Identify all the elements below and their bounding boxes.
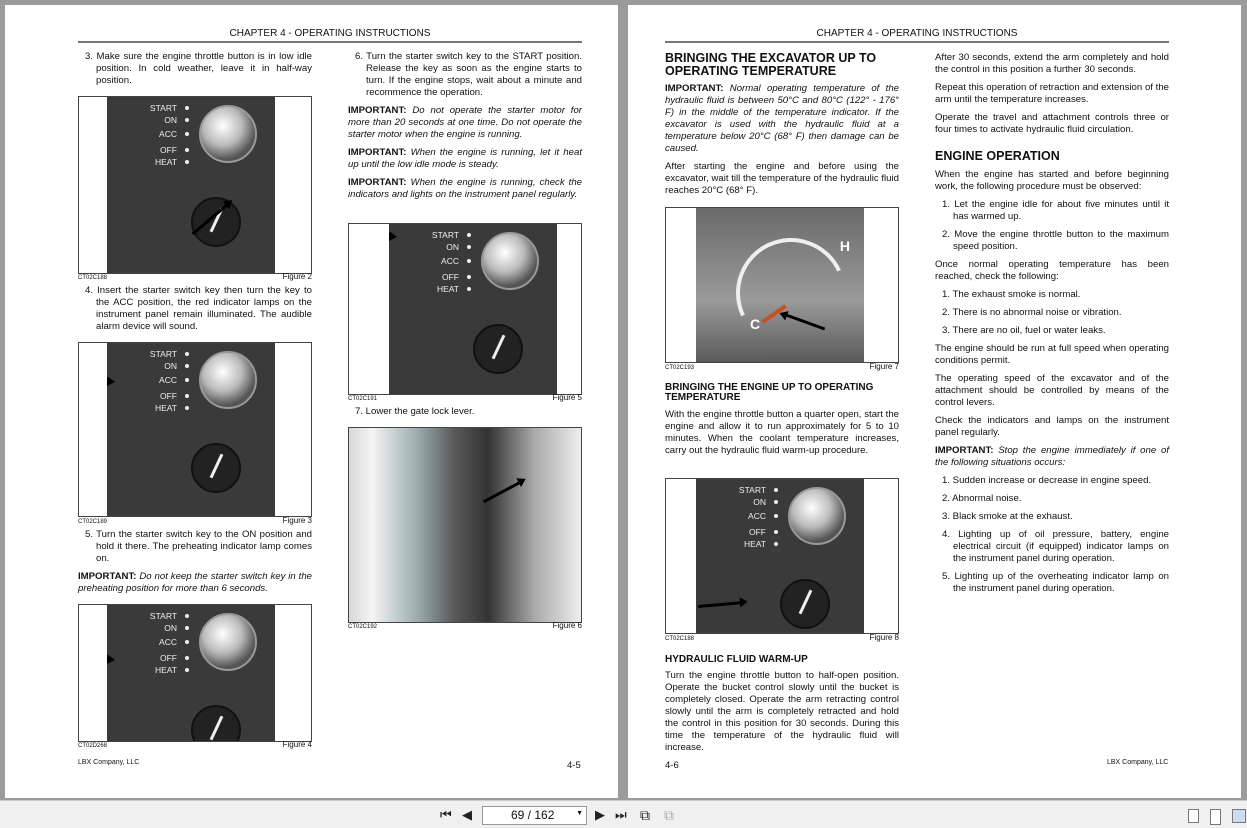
step-3: 3. Make sure the engine throttle button is in low idle position. In cold weather, leave it in half-way position. [85, 51, 312, 86]
pdf-toolbar [0, 800, 1247, 828]
figure-label: Figure 4 [282, 740, 312, 749]
list-item: 5. Lighting up of the overheating indicator lamp on the instrument panel during operation. [942, 571, 1169, 594]
dial-label: HEAT [436, 284, 459, 294]
dial-label: OFF [160, 145, 177, 155]
single-page-view-icon[interactable] [1188, 809, 1199, 823]
arrow-icon [698, 601, 744, 608]
important-note [665, 83, 899, 155]
first-page-icon[interactable]: ⏮ [440, 807, 452, 822]
dial-label: ON [164, 115, 177, 125]
throttle-knob [191, 443, 241, 493]
page-footer: LBX Company, LLC [1107, 759, 1169, 766]
paragraph: The engine should be run at full speed when operating conditions permit. [935, 343, 1169, 366]
continuous-view-icon[interactable] [1210, 809, 1221, 825]
important-note [935, 445, 1169, 469]
section-heading: BRINGING THE EXCAVATOR UP TO OPERATING TEMPERATURE [665, 51, 877, 78]
paragraph: Check the indicators and lamps on the instrument panel regularly. [935, 415, 1169, 438]
indicator-dot [774, 500, 778, 504]
dial-label: ACC [748, 511, 766, 521]
indicator-dot [185, 656, 189, 660]
dial-label: START [149, 611, 177, 621]
key-switch [199, 613, 257, 671]
figure-6-cab-photo [348, 427, 582, 623]
indicator-dot [185, 132, 189, 136]
chapter-header: CHAPTER 4 - OPERATING INSTRUCTIONS [665, 28, 1169, 43]
indicator-dot [467, 245, 471, 249]
important-text: Stop the engine immediately if one of the following situations occurs: [935, 445, 1169, 468]
previous-page-icon[interactable]: ◀ [462, 807, 472, 822]
important-note [348, 147, 582, 171]
dial-label: START [149, 349, 177, 359]
figure-code: CT02C188 [665, 636, 695, 642]
figure-5 [348, 223, 582, 395]
pdf-page-4-6 [628, 5, 1241, 798]
last-page-icon[interactable]: ⏭ [615, 807, 627, 822]
right-column [935, 52, 1169, 595]
ignition-switch-photo [107, 343, 275, 516]
important-label: IMPORTANT: [348, 105, 407, 116]
ignition-switch-photo [389, 224, 557, 394]
paragraph: After 30 seconds, extend the arm completely and hold the control in this position a further 30 seconds. [935, 52, 1169, 75]
important-label: IMPORTANT: [935, 445, 994, 456]
arrow-icon [107, 655, 111, 661]
figure-code: CT02C193 [665, 365, 695, 371]
figure-8-caption [665, 633, 899, 642]
section-heading: ENGINE OPERATION [935, 149, 1060, 163]
dial-label: START [149, 103, 177, 113]
list-item: 3. There are no oil, fuel or water leaks. [942, 325, 1106, 336]
list-item: 1. The exhaust smoke is normal. [942, 289, 1081, 300]
indicator-dot [185, 352, 189, 356]
figure-5-caption [348, 393, 582, 402]
important-note [348, 105, 582, 141]
key-switch [481, 232, 539, 290]
indicator-dot [467, 259, 471, 263]
indicator-dot [185, 640, 189, 644]
dial-label: ACC [159, 375, 177, 385]
figure-label: Figure 7 [869, 362, 899, 371]
dial-label: START [431, 230, 459, 240]
step-6: 6. Turn the starter switch key to the START position. Release the key as soon as the engine starts to turn. If the engine stops, wait about a minute and recommence the operation. [355, 51, 582, 98]
dial-label: ON [164, 361, 177, 371]
step-5: 5. Turn the starter switch key to the ON position and hold it there. The preheating indicator lamp comes on. [85, 529, 312, 564]
dial-label: OFF [442, 272, 459, 282]
paragraph: When the engine has started and before beginning work, the following procedure must be observed: [935, 169, 1169, 192]
page-number: 4-6 [665, 760, 679, 771]
indicator-dot [185, 614, 189, 618]
figure-label: Figure 3 [282, 516, 312, 525]
gauge-h-label: H [839, 238, 850, 254]
figure-6-caption [348, 621, 582, 630]
throttle-knob [191, 705, 241, 741]
next-page-icon[interactable]: ▶ [595, 807, 605, 822]
important-label: IMPORTANT: [665, 83, 724, 94]
list-item: 2. There is no abnormal noise or vibration. [942, 307, 1122, 318]
chapter-header: CHAPTER 4 - OPERATING INSTRUCTIONS [78, 28, 582, 43]
figure-code: CT02C188 [78, 275, 108, 281]
indicator-dot [185, 394, 189, 398]
figure-code: CT02C191 [348, 396, 378, 402]
chevron-down-icon[interactable]: ▼ [576, 810, 583, 817]
dial-label: HEAT [154, 403, 177, 413]
ignition-switch-photo [107, 605, 275, 741]
arrow-icon [483, 480, 523, 503]
indicator-dot [774, 530, 778, 534]
figure-label: Figure 5 [552, 393, 582, 402]
figure-7-temperature-gauge [665, 207, 899, 363]
indicator-dot [185, 106, 189, 110]
paragraph: Turn the engine throttle button to half-open position. Operate the bucket control slowly until the bucket is completely closed. Operate the arm retracting control slowly until the arm is completely retracted and hold the control in this position for 30 seconds. During this time the temperature of the hydraulic fluid will increase. [665, 670, 899, 753]
indicator-dot [185, 378, 189, 382]
important-label: IMPORTANT: [78, 571, 137, 582]
figure-2 [78, 96, 312, 274]
arrow-icon [107, 377, 111, 383]
throttle-knob [473, 324, 523, 374]
figure-label: Figure 6 [552, 621, 582, 630]
dial-label: ON [164, 623, 177, 633]
dial-label: OFF [749, 527, 766, 537]
ignition-switch-photo [107, 97, 275, 273]
key-switch [199, 351, 257, 409]
figure-7-caption [665, 362, 899, 371]
list-item: 1. Let the engine idle for about five minutes until it has warmed up. [942, 199, 1169, 222]
paragraph: With the engine throttle button a quarter open, start the engine and allow it to run approximately for 5 to 10 minutes. When the coolant temperature increases, carry out the hydraulic fluid warm-up procedure. [665, 409, 899, 456]
list-item: 2. Move the engine throttle button to the maximum speed position. [942, 229, 1169, 252]
figure-3-caption [78, 516, 312, 525]
figure-3 [78, 342, 312, 517]
list-item: 2. Abnormal noise. [942, 493, 1022, 504]
section-heading: HYDRAULIC FLUID WARM-UP [665, 654, 808, 665]
dial-label: HEAT [743, 539, 766, 549]
paragraph: Once normal operating temperature has been reached, check the following: [935, 259, 1169, 282]
page-number: 4-5 [567, 760, 581, 771]
gauge-c-label: C [750, 316, 761, 332]
page-footer: LBX Company, LLC [78, 759, 140, 766]
important-label: IMPORTANT: [348, 177, 407, 188]
important-label: IMPORTANT: [348, 147, 407, 158]
important-text: Normal operating temperature of the hydraulic fluid is between 50°C and 80°C (122° - 176° F) in the middle of the temperature indicator. If the excavator is used with the hydraulic fluid at a temperature below 20°C (68° F) then damage can be caused. [665, 83, 899, 154]
page-number-value: 69 / 162 [511, 808, 555, 822]
page-number-input[interactable] [482, 806, 587, 825]
paragraph: The operating speed of the excavator and of the attachment should be controlled by means of the control levers. [935, 373, 1169, 408]
indicator-dot [185, 160, 189, 164]
figure-2-caption [78, 272, 312, 281]
indicator-dot [185, 668, 189, 672]
list-item: 1. Sudden increase or decrease in engine speed. [942, 475, 1152, 486]
dial-label: ACC [441, 256, 459, 266]
figure-code: CT02D268 [78, 743, 108, 749]
two-page-view-icon[interactable] [1232, 809, 1246, 823]
pdf-page-4-5 [5, 5, 618, 798]
figure-label: Figure 2 [282, 272, 312, 281]
key-switch [788, 487, 846, 545]
important-text: Do not operate the starter motor for more than 20 seconds at one time. Do not operate the starter motor when the engine is running. [348, 105, 582, 140]
list-item: 3. Black smoke at the exhaust. [942, 511, 1073, 522]
indicator-dot [185, 148, 189, 152]
important-text: When the engine is running, check the indicators and lights on the instrument panel regularly. [348, 177, 583, 200]
indicator-dot [467, 287, 471, 291]
indicator-dot [185, 364, 189, 368]
ignition-switch-photo [696, 479, 864, 633]
figure-4 [78, 604, 312, 742]
important-text: When the engine is running, let it heat up until the low idle mode is steady. [348, 147, 582, 170]
dial-label: ACC [159, 637, 177, 647]
key-switch [199, 105, 257, 163]
paragraph: Repeat this operation of retraction and extension of the arm until the temperature increases. [935, 82, 1169, 105]
dial-label: OFF [160, 653, 177, 663]
indicator-dot [185, 626, 189, 630]
gauge-photo [696, 208, 864, 362]
indicator-dot [774, 488, 778, 492]
important-text: Do not keep the starter switch key in the preheating position for more than 6 seconds. [78, 571, 313, 594]
indicator-dot [185, 118, 189, 122]
indicator-dot [774, 514, 778, 518]
indicator-dot [774, 542, 778, 546]
dial-label: HEAT [154, 665, 177, 675]
indicator-dot [467, 233, 471, 237]
figure-4-caption [78, 740, 312, 749]
paragraph: After starting the engine and before using the excavator, wait till the temperature of the hydraulic fluid reaches 20°C (68° F). [665, 161, 899, 196]
dial-label: HEAT [154, 157, 177, 167]
copy-icon[interactable]: ⧉ [640, 807, 650, 823]
step-7: 7. Lower the gate lock lever. [355, 406, 475, 417]
figure-code: CT02C189 [78, 519, 108, 525]
throttle-knob [780, 579, 830, 629]
paragraph: Operate the travel and attachment controls three or four times to activate hydraulic fluid circulation. [935, 112, 1169, 135]
arrow-icon [389, 232, 393, 238]
important-note [348, 177, 582, 201]
paste-icon: ⧉ [664, 807, 674, 823]
indicator-dot [467, 275, 471, 279]
list-item: 4. Lighting up of oil pressure, battery, engine electrical circuit (if equipped) indicator lamps on the instrument panel during operation. [942, 529, 1169, 564]
dial-label: ACC [159, 129, 177, 139]
step-4: 4. Insert the starter switch key then turn the key to the ACC position, the red indicator lamps on the instrument panel remain illuminated. The audible alarm device will sound. [85, 285, 312, 332]
figure-label: Figure 8 [869, 633, 899, 642]
dial-label: START [738, 485, 766, 495]
section-heading: BRINGING THE ENGINE UP TO OPERATING TEMPERATURE [665, 382, 874, 403]
indicator-dot [185, 406, 189, 410]
dial-label: OFF [160, 391, 177, 401]
dial-label: ON [446, 242, 459, 252]
important-note [78, 571, 312, 595]
figure-code: CT02C192 [348, 624, 378, 630]
dial-label: ON [753, 497, 766, 507]
figure-8 [665, 478, 899, 634]
